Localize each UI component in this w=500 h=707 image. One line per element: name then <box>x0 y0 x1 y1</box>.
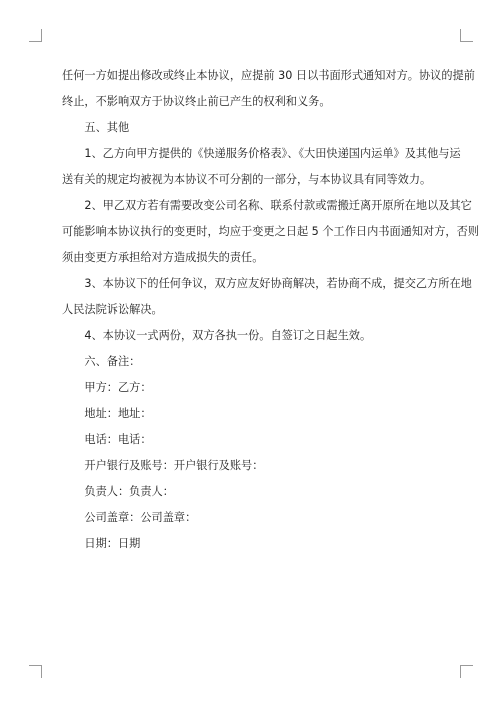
text-line: 日期：日期 <box>62 537 141 550</box>
text-line: 五、其他 <box>62 121 130 134</box>
text-line: 3、本协议下的任何争议，双方应友好协商解决，若协商不成，提交乙方所在地 <box>62 277 472 290</box>
field-company-seal <box>62 505 437 531</box>
text-line: 终止，不影响双方于协议终止前已产生的权利和义务。 <box>62 95 331 108</box>
field-party <box>62 375 437 401</box>
text-line: 可能影响本协议执行的变更时，均应于变更之日起 5 个工作日内书面通知对方，否则 <box>62 225 479 238</box>
text-line: 4、本协议一式两份，双方各执一份。自签订之日起生效。 <box>62 329 372 342</box>
field-bank-account <box>62 453 437 479</box>
paragraph-termination-notice <box>62 63 475 115</box>
section-heading-other <box>62 115 437 141</box>
corner-mark-bottom-left <box>29 665 42 678</box>
field-address <box>62 401 437 427</box>
paragraph-clause-2 <box>62 193 479 271</box>
text-line: 负责人：负责人： <box>62 485 174 498</box>
corner-mark-top-left <box>29 29 42 42</box>
text-line: 1、乙方向甲方提供的《快递服务价格表》、《大田快递国内运单》及其他与运 <box>62 147 461 160</box>
paragraph-clause-4 <box>62 323 437 349</box>
corner-mark-top-right <box>460 29 473 42</box>
field-person-in-charge <box>62 479 437 505</box>
text-line: 任何一方如提出修改或终止本协议，应提前 30 日以书面形式通知对方。协议的提前 <box>62 69 475 82</box>
text-line: 送有关的规定均被视为本协议不可分割的一部分，与本协议具有同等效力。 <box>62 173 432 186</box>
text-line: 公司盖章：公司盖章： <box>62 511 197 524</box>
text-line: 甲方：乙方： <box>62 381 152 394</box>
text-line: 人民法院诉讼解决。 <box>62 303 163 316</box>
corner-mark-bottom-right <box>460 665 473 678</box>
text-line: 开户银行及账号：开户银行及账号： <box>62 459 264 472</box>
paragraph-clause-1 <box>62 141 461 193</box>
field-phone <box>62 427 437 453</box>
text-line: 电话：电话： <box>62 433 152 446</box>
paragraph-clause-3 <box>62 271 472 323</box>
text-line: 须由变更方承担给对方造成损失的责任。 <box>62 251 264 264</box>
section-heading-remarks <box>62 349 437 375</box>
text-line: 六、备注： <box>62 355 141 368</box>
text-line: 地址：地址： <box>62 407 152 420</box>
field-date <box>62 531 437 557</box>
text-line: 2、甲乙双方若有需要改变公司名称、联系付款或需搬迁离开原所在地以及其它 <box>62 199 472 212</box>
